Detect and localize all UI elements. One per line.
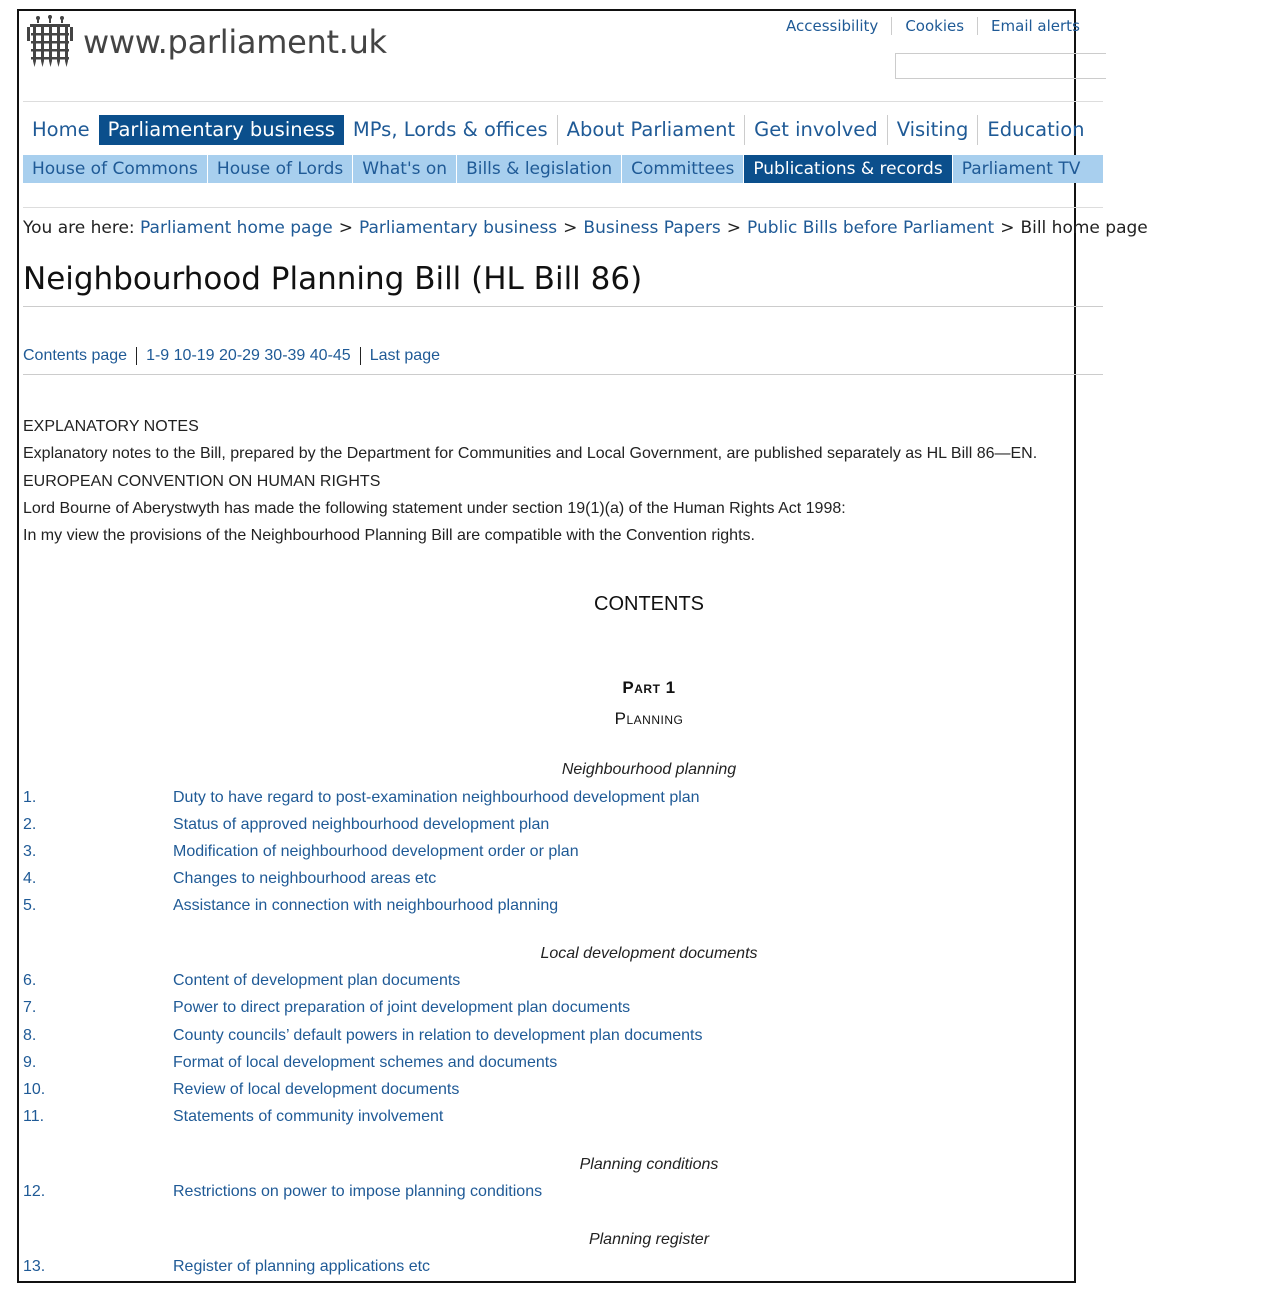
utility-links	[773, 17, 1093, 35]
contents-page-link[interactable]: Contents page	[23, 347, 128, 365]
subnav-whats-on[interactable]: What's on	[352, 155, 456, 183]
crossheading: Planning register	[588, 1231, 710, 1248]
subnav-parliament-tv[interactable]: Parliament TV	[952, 155, 1090, 183]
clause-link[interactable]: Format of local development schemes and documents	[173, 1054, 558, 1071]
portcullis-icon	[27, 15, 73, 69]
clause-link[interactable]: Power to direct preparation of joint development plan documents	[173, 999, 631, 1016]
primary-nav	[23, 115, 1094, 145]
crossheading: Planning conditions	[579, 1156, 719, 1173]
nav-visiting[interactable]: Visiting	[887, 115, 978, 145]
breadcrumb-current: Bill home page	[1020, 218, 1148, 238]
breadcrumb: You are here: Parliament home page > Parliamentary business > Business Papers > Public Bills before Parliament > Bill home page	[23, 218, 1148, 238]
notes-text: Explanatory notes to the Bill, prepared by the Department for Communities and Local Government, are published separately as HL Bill 86—EN.	[23, 445, 1038, 463]
subnav-house-of-lords[interactable]: House of Lords	[207, 155, 352, 183]
breadcrumb-link[interactable]: Parliamentary business	[358, 218, 558, 238]
browser-viewport: www.parliament.uk Accessibility Cookies Email alerts Home Parliamentary business MPs, Lords & offices About Parliament Get involved Visiting Education House of Commons House of Lords What's on Bills & legislation Committees Publications & records Parliament TV You are here: Parliament home page > Parliamentary business > Business Papers > Public Bills before Parliament > Bill home page Neighbourhood Planning Bill (HL Bill 86) Contents page 1-9 10-19 20-29 30-39 40-45 Last page EXPLANATORY NOTES Explanatory notes to the Bill, prepared by the Department for Communities and Local Government, are published separately as HL Bill 86—EN. EUROPEAN CONVENTION ON HUMAN RIGHTS Lord Bourne of Aberystwyth has made the following statement under section 19(1)(a) of the Human Rights Act 1998: In my view the provisions of the Neighbourhood Planning Bill are compatible with the Convention rights. CONTENTS Part 1 Planning Neighbourhood planning 1. Duty to have regard to post-examination neighbourhood development plan 2. Status of approved neighbourhood development plan 3. Modification of neighbourhood development order or plan 4. Changes to neighbourhood areas etc 5. Assistance in connection with neighbourhood planning Local development documents 6. Content of development plan documents 7. Power to direct preparation of joint development plan documents 8. County councils’ default powers in relation to development plan documents 9. Format of local development schemes and documents 10. Review of local development documents 11. Statements of community involvement Planning conditions 12. Restrictions on power to impose planning conditions Planning register 13. Register of planning applications etc	[17, 9, 1076, 1283]
page-navigation	[23, 347, 440, 365]
clause-link[interactable]: Statements of community involvement	[173, 1108, 444, 1125]
range-link[interactable]: 30-39	[264, 347, 306, 365]
crossheading: Local development documents	[540, 945, 758, 962]
cookies-link[interactable]: Cookies	[891, 17, 977, 35]
divider	[23, 374, 1103, 375]
site-logo[interactable]	[27, 15, 387, 69]
clause-link[interactable]: Content of development plan documents	[173, 972, 461, 989]
nav-mps-lords-offices[interactable]: MPs, Lords & offices	[352, 118, 548, 141]
clause-link[interactable]: Status of approved neighbourhood development plan	[173, 816, 550, 833]
breadcrumb-link[interactable]: Parliament home page	[140, 218, 333, 238]
part-title: Planning	[614, 709, 684, 728]
part-label: Part 1	[622, 678, 676, 697]
echr-heading: EUROPEAN CONVENTION ON HUMAN RIGHTS	[23, 472, 381, 490]
nav-parliamentary-business[interactable]: Parliamentary business	[99, 115, 344, 145]
page-title: Neighbourhood Planning Bill (HL Bill 86)	[23, 261, 643, 297]
subnav-bills-legislation[interactable]: Bills & legislation	[456, 155, 621, 183]
nav-get-involved[interactable]: Get involved	[744, 115, 887, 145]
search-input[interactable]	[895, 53, 1106, 79]
email-alerts-link[interactable]: Email alerts	[977, 17, 1093, 35]
divider	[23, 101, 1103, 102]
range-link[interactable]: 20-29	[219, 347, 260, 365]
breadcrumb-prefix: You are here:	[23, 218, 135, 238]
clause-link[interactable]: Review of local development documents	[173, 1081, 460, 1098]
divider	[23, 306, 1103, 307]
nav-about-parliament[interactable]: About Parliament	[557, 115, 744, 145]
contents-heading: CONTENTS	[594, 593, 704, 615]
breadcrumb-link[interactable]: Business Papers	[583, 218, 721, 238]
nav-education[interactable]: Education	[977, 115, 1093, 145]
echr-statement: Lord Bourne of Aberystwyth has made the following statement under section 19(1)(a) of the Human Rights Act 1998:	[23, 499, 846, 517]
range-link[interactable]: 1-9	[146, 347, 170, 365]
echr-view: In my view the provisions of the Neighbourhood Planning Bill are compatible with the Convention rights.	[23, 527, 755, 545]
clause-link[interactable]: Restrictions on power to impose planning conditions	[173, 1183, 543, 1200]
last-page-link[interactable]: Last page	[369, 347, 440, 365]
breadcrumb-link[interactable]: Public Bills before Parliament	[747, 218, 995, 238]
clause-link[interactable]: Duty to have regard to post-examination neighbourhood development plan	[173, 789, 700, 806]
divider	[23, 207, 1103, 208]
subnav-house-of-commons[interactable]: House of Commons	[32, 159, 198, 179]
subnav-publications-records[interactable]: Publications & records	[743, 155, 951, 183]
notes-heading: EXPLANATORY NOTES	[23, 418, 199, 435]
clause-link[interactable]: Changes to neighbourhood areas etc	[173, 870, 437, 887]
logo-text: www.parliament.uk	[83, 23, 387, 61]
range-link[interactable]: 10-19	[173, 347, 215, 365]
explanatory-notes	[23, 413, 1103, 549]
clause-link[interactable]: County councils’ default powers in relation to development plan documents	[173, 1027, 703, 1044]
clause-link[interactable]: Register of planning applications etc	[173, 1258, 431, 1275]
secondary-nav	[23, 155, 1103, 183]
nav-home[interactable]: Home	[32, 118, 90, 141]
clause-link[interactable]: Modification of neighbourhood development order or plan	[173, 843, 579, 860]
subnav-committees[interactable]: Committees	[621, 155, 743, 183]
crossheading: Neighbourhood planning	[561, 761, 737, 778]
accessibility-link[interactable]: Accessibility	[786, 17, 879, 35]
range-link[interactable]: 40-45	[309, 347, 351, 365]
clause-link[interactable]: Assistance in connection with neighbourhood planning	[173, 897, 559, 914]
